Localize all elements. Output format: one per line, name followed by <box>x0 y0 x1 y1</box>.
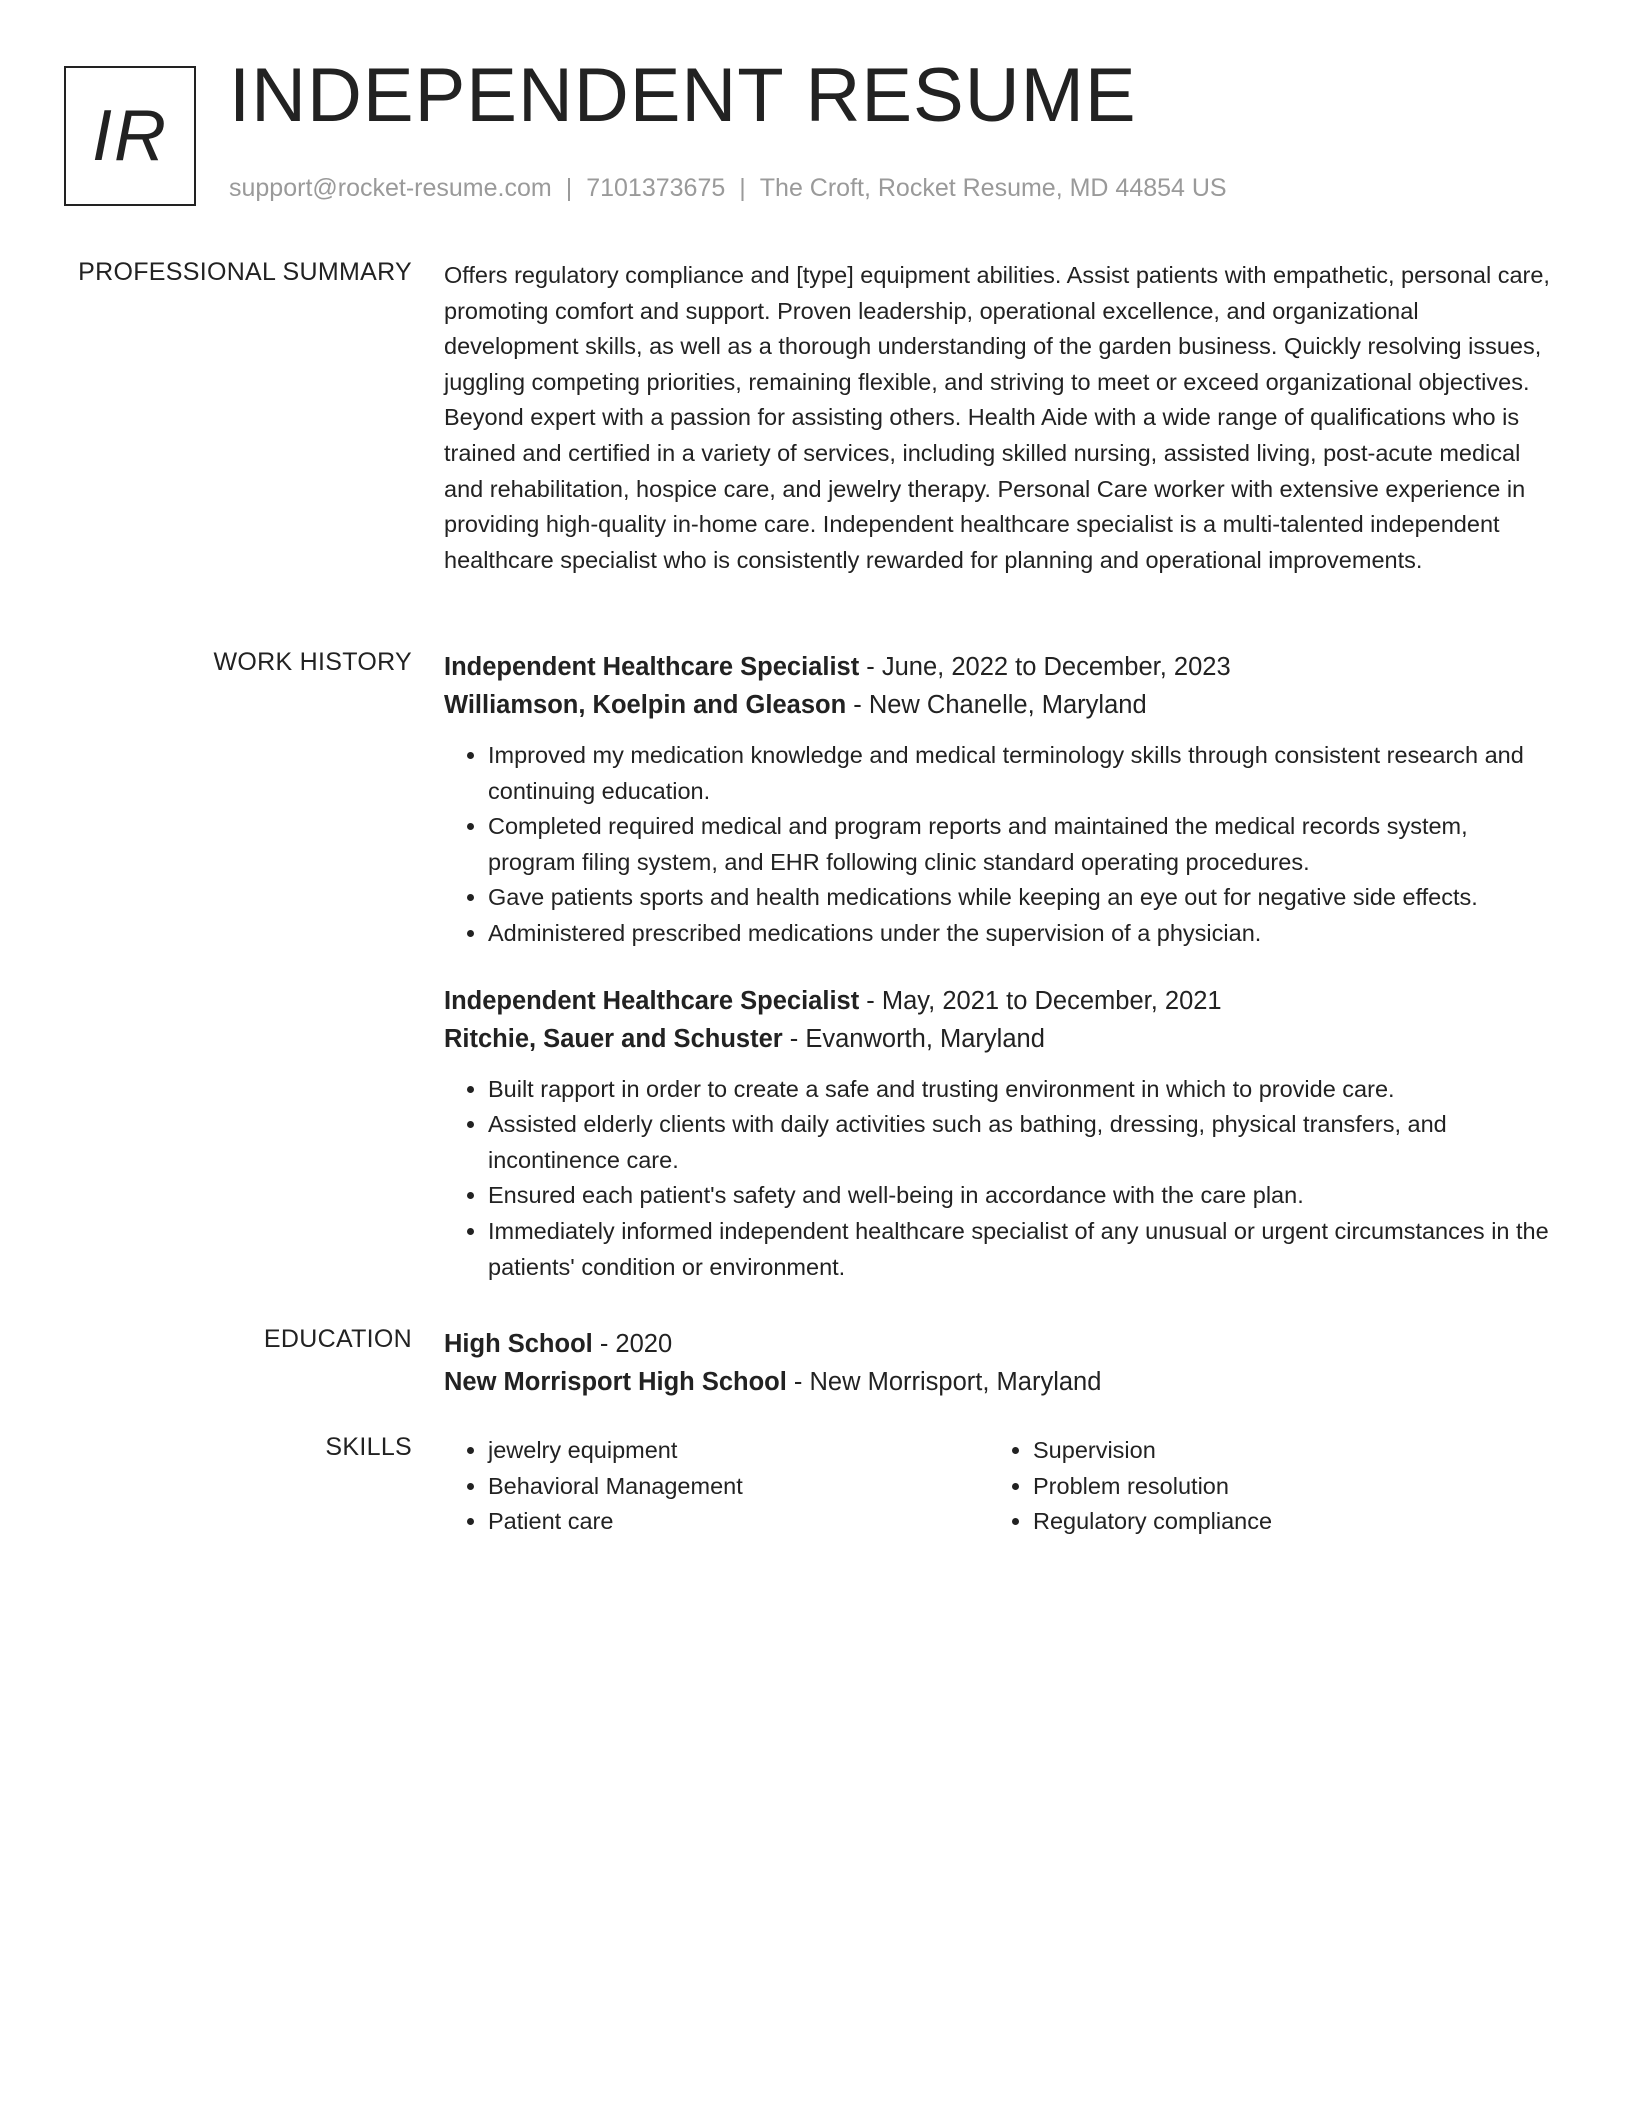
job-location: - Evanworth, Maryland <box>782 1024 1045 1053</box>
monogram-initials: IR <box>92 96 168 176</box>
contact-line <box>229 174 1227 203</box>
job-role: Independent Healthcare Specialist <box>444 986 860 1015</box>
contact-separator: | <box>739 174 746 202</box>
education-degree-line <box>444 1325 1558 1363</box>
job-bullet: • Assisted elderly clients with daily activities such as bathing, dressing, physical transfers, and incontinence care. <box>488 1107 1558 1178</box>
education-year: - 2020 <box>592 1330 673 1358</box>
contact-email: support@rocket-resume.com <box>229 174 552 202</box>
work-history-body <box>444 648 1558 1285</box>
job-company: Ritchie, Sauer and Schuster <box>444 1024 783 1053</box>
contact-address: The Croft, Rocket Resume, MD 44854 US <box>759 174 1227 202</box>
education-school-line <box>444 1363 1558 1401</box>
candidate-name: INDEPENDENT RESUME <box>229 53 1137 138</box>
job-company: Williamson, Koelpin and Gleason <box>444 691 847 719</box>
section-title-summary: PROFESSIONAL SUMMARY <box>78 258 412 286</box>
monogram-box <box>64 66 196 206</box>
education-school: New Morrisport High School <box>444 1368 787 1396</box>
job-dates: - May, 2021 to December, 2021 <box>859 986 1222 1015</box>
section-title-work-history: WORK HISTORY <box>213 648 412 676</box>
job-bullet: • Administered prescribed medications under the supervision of a physician. <box>488 916 1558 952</box>
section-title-education: EDUCATION <box>263 1325 412 1353</box>
section-title-skills: SKILLS <box>325 1433 412 1461</box>
job-bullet: • Improved my medication knowledge and medical terminology skills through consistent research and continuing education. <box>488 738 1558 809</box>
skill-item: • Behavioral Management <box>488 1469 989 1505</box>
job-location: - New Chanelle, Maryland <box>846 691 1147 719</box>
skill-item: • Regulatory compliance <box>1033 1504 1534 1540</box>
job-bullet: • Immediately informed independent healthcare specialist of any unusual or urgent circumstances in the patients' condition or environment. <box>488 1214 1558 1285</box>
summary-text: Offers regulatory compliance and [type] equipment abilities. Assist patients with empathetic, personal care, promoting comfort and support. Proven leadership, operational excellence, and organizational development skills, as well as a thorough understanding of the garden business. Quickly resolving issues, juggling competing priorities, remaining flexible, and striving to meet or exceed organizational objectives. Beyond expert with a passion for assisting others. Health Aide with a wide range of qualifications who is trained and certified in a variety of services, including skilled nursing, assisted living, post-acute medical and rehabilitation, hospice care, and jewelry therapy. Personal Care worker with extensive experience in providing high-quality in-home care. Independent healthcare specialist is a multi-talented independent healthcare specialist who is consistently rewarded for planning and operational improvements. <box>444 262 1550 573</box>
education-location: - New Morrisport, Maryland <box>786 1368 1102 1396</box>
job-entry <box>444 648 1558 952</box>
job-entry <box>444 982 1558 1286</box>
job-bullet-list <box>444 1072 1558 1286</box>
skill-item: • Problem resolution <box>1033 1469 1534 1505</box>
job-company-line <box>444 686 1558 724</box>
job-title-line <box>444 982 1558 1020</box>
job-bullet: • Completed required medical and program reports and maintained the medical records system, program filing system, and EHR following clinic standard operating procedures. <box>488 809 1558 880</box>
skills-body <box>444 1433 1558 1540</box>
contact-separator: | <box>565 174 573 202</box>
job-bullet: • Ensured each patient's safety and well-being in accordance with the care plan. <box>488 1178 1558 1214</box>
job-bullet: • Gave patients sports and health medications while keeping an eye out for negative side effects. <box>488 880 1558 916</box>
job-company-line <box>444 1020 1558 1058</box>
contact-phone: 7101373675 <box>586 174 726 202</box>
job-bullet: • Built rapport in order to create a safe and trusting environment in which to provide care. <box>488 1072 1558 1108</box>
job-title-line <box>444 648 1558 686</box>
skill-item: • jewelry equipment <box>488 1433 989 1469</box>
skills-list-left <box>444 1433 989 1540</box>
job-dates: - June, 2022 to December, 2023 <box>859 653 1231 681</box>
skill-item: • Patient care <box>488 1504 989 1540</box>
job-bullet-list <box>444 738 1558 952</box>
summary-body <box>444 258 1558 578</box>
skills-list-right <box>989 1433 1534 1540</box>
job-role: Independent Healthcare Specialist <box>444 653 860 681</box>
education-degree: High School <box>444 1330 593 1358</box>
education-body <box>444 1325 1558 1401</box>
skill-item: • Supervision <box>1033 1433 1534 1469</box>
